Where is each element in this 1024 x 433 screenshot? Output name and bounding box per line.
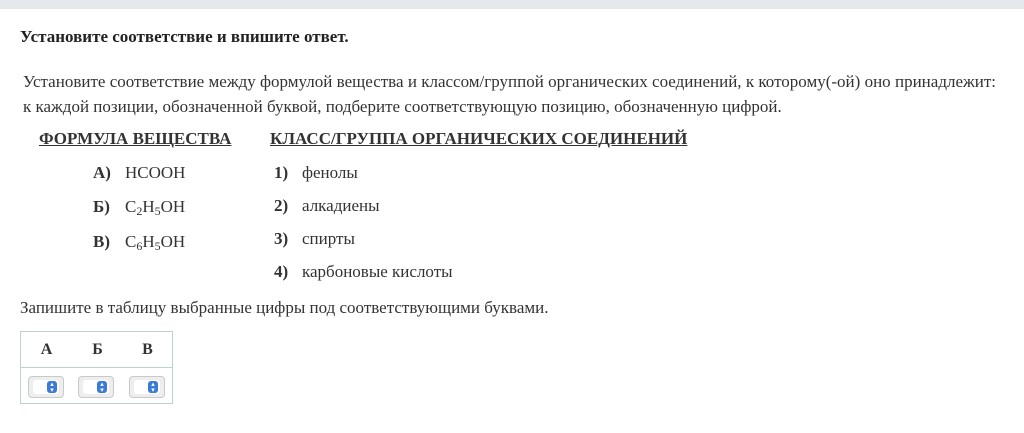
answer-header-v: В (142, 341, 153, 358)
class-label-1: 1) (274, 163, 289, 182)
formula-a: HCOOH (125, 163, 186, 182)
answer-header-b: Б (92, 341, 103, 358)
formula-label-a: А) (93, 163, 111, 182)
task-instruction: Установите соответствие между формулой вещества и классом/группой органических соединений, к которому(-ой) оно принадлежит: к каждой позиции, обозначенной буквой, подберите соответствующую позицию, обозначенную цифрой. (23, 72, 996, 116)
class-label-4: 4) (274, 262, 289, 281)
top-bar (0, 0, 1024, 9)
formula-b: $C_2H_5OH$ (125, 197, 186, 218)
class-label-2: 2) (274, 196, 289, 215)
answer-table-header (21, 332, 172, 368)
answer-table (20, 331, 173, 404)
up-down-chevron-icon: ▴ ▾ (148, 381, 158, 393)
class-label-3: 3) (274, 229, 289, 248)
class-4: карбоновые кислоты (302, 262, 453, 281)
answer-select-a[interactable] (28, 376, 64, 398)
answer-select-v[interactable] (129, 376, 165, 398)
formula-label-v: В) (93, 232, 110, 251)
class-2: алкадиены (302, 196, 380, 215)
formula-label-b: Б) (93, 197, 110, 216)
formula-v: $C_6H_5OH$ (125, 232, 186, 253)
up-down-chevron-icon: ▴ ▾ (47, 381, 57, 393)
task-heading: Установите соответствие и впишите ответ. (20, 27, 349, 46)
answer-header-a: А (40, 341, 53, 358)
answer-select-b[interactable] (78, 376, 114, 398)
up-down-chevron-icon: ▴ ▾ (97, 381, 107, 393)
class-3: спирты (302, 229, 355, 248)
answer-instruction: Запишите в таблицу выбранные цифры под соответствующими буквами. (20, 298, 549, 317)
class-1: фенолы (302, 163, 358, 182)
class-column-title: КЛАСС/ГРУППА ОРГАНИЧЕСКИХ СОЕДИНЕНИЙ (270, 129, 688, 148)
formula-column-title: ФОРМУЛА ВЕЩЕСТВА (39, 129, 232, 148)
